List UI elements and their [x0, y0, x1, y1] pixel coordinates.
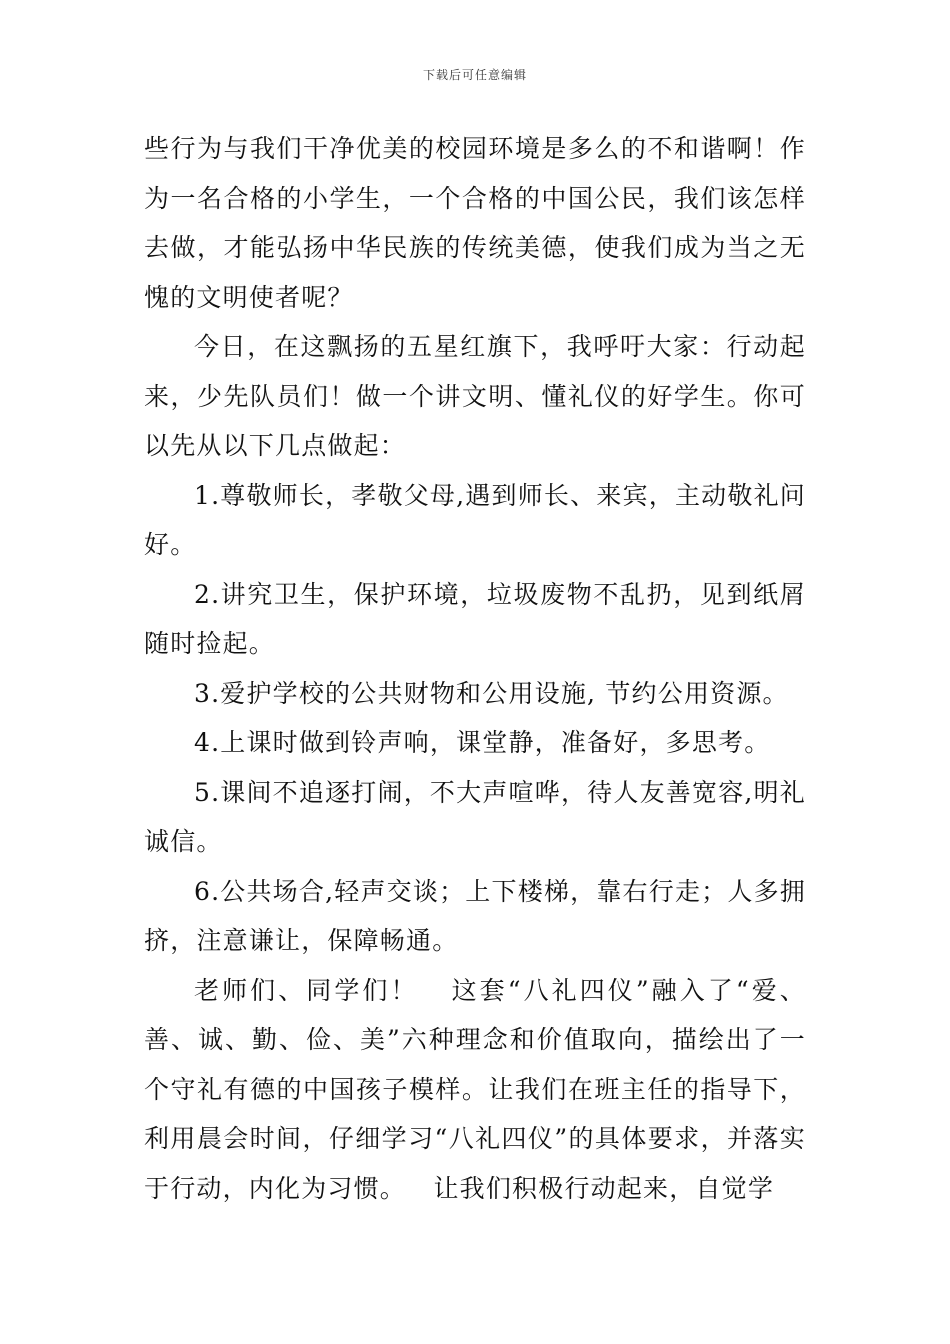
paragraph-call-to-action: 今日，在这飘扬的五星红旗下，我呼吁大家：行动起来，少先队员们！做一个讲文明、懂礼仪的好学生。你可以先从以下几点做起：: [144, 332, 806, 460]
list-item-3: 3.爱护学校的公共财物和公用设施, 节约公用资源。: [194, 678, 789, 708]
list-item-5: 5.课间不追逐打闹，不大声喧哗，待人友善宽容,明礼诚信。: [144, 777, 806, 856]
paragraph-continuation: 些行为与我们干净优美的校园环境是多么的不和谐啊！作为一名合格的小学生，一个合格的中国公民，我们该怎样去做，才能弘扬中华民族的传统美德，使我们成为当之无愧的文明使者呢？: [144, 134, 806, 312]
paragraph-closing: 老师们、同学们！ 这套“八礼四仪”融入了“爱、善、诚、勤、俭、美”六种理念和价值取向，描绘出了一个守礼有德的中国孩子模样。让我们在班主任的指导下，利用晨会时间，仔细学习“八礼四仪”的具体要求，并落实于行动，内化为习惯。 让我们积极行动起来，自觉学: [144, 975, 806, 1203]
list-item-2: 2.讲究卫生，保护环境，垃圾废物不乱扔，见到纸屑随时捡起。: [144, 579, 806, 658]
list-item-6: 6.公共场合,轻声交谈；上下楼梯，靠右行走；人多拥挤，注意谦让，保障畅通。: [144, 876, 806, 955]
list-item-1: 1.尊敬师长，孝敬父母,遇到师长、来宾，主动敬礼问好。: [144, 480, 806, 559]
document-body: [144, 124, 806, 1213]
list-item-4: 4.上课时做到铃声响，课堂静，准备好，多思考。: [194, 728, 771, 757]
page-header: 下载后可任意编辑: [422, 68, 527, 82]
